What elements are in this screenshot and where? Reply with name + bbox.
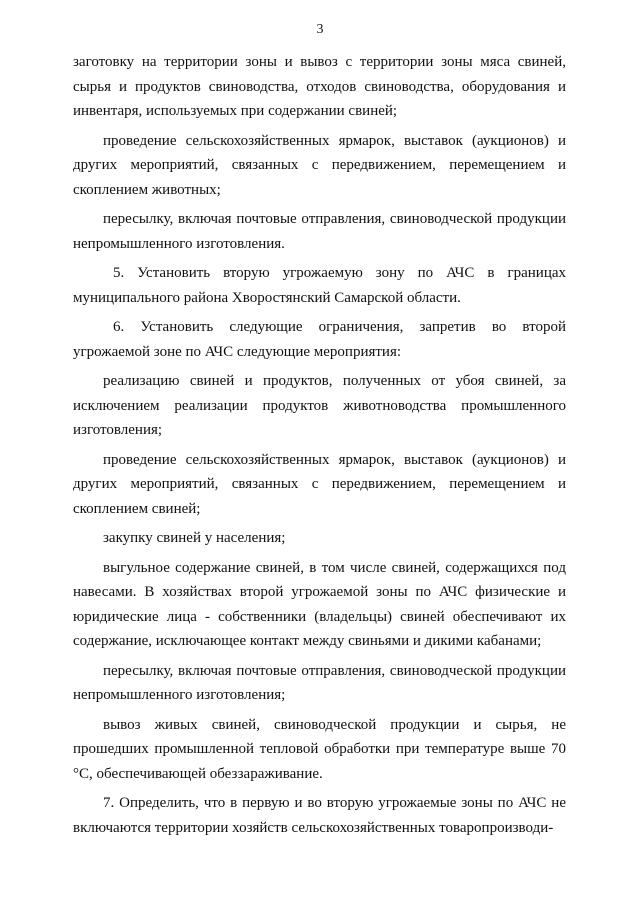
paragraph-purchase-ban: закупку свиней у населения; — [103, 530, 286, 547]
document-body — [73, 50, 566, 845]
paragraph-sale-ban: реализацию свиней и продуктов, полученных от убоя свиней, за исключением реализации продуктов животноводства промышленного изготовления; — [73, 373, 566, 439]
paragraph-fairs-animals-ban: проведение сельскохозяйственных ярмарок, выставок (аукционов) и других мероприятий, связанных с передвижением, перемещением и скоплением животных; — [73, 132, 566, 198]
paragraph-mail-ban-2: пересылку, включая почтовые отправления, свиноводческой продукции непромышленного изготовления; — [73, 662, 566, 704]
paragraph-item-6: 6. Установить следующие ограничения, запретив во второй угрожаемой зоне по АЧС следующие мероприятия: — [73, 319, 566, 360]
paragraph-export-ban: вывоз живых свиней, свиноводческой продукции и сырья, не прошедших промышленной тепловой обработки при температуре выше 70 °С, обеспечивающей обеззараживание. — [73, 716, 566, 782]
page-number: 3 — [316, 22, 324, 37]
paragraph-fairs-pigs-ban: проведение сельскохозяйственных ярмарок, выставок (аукционов) и других мероприятий, связанных с передвижением, перемещением и скоплением свиней; — [73, 451, 566, 517]
paragraph-item-5: 5. Установить вторую угрожаемую зону по АЧС в границах муниципального района Хворостянский Самарской области. — [73, 265, 566, 306]
paragraph-free-range-ban: выгульное содержание свиней, в том числе свиней, содержащихся под навесами. В хозяйствах второй угрожаемой зоны по АЧС физические и юридические лица - собственники (владельцы) свиней обеспечивают их содержание, исключающее контакт между свиньями и дикими кабанами; — [73, 559, 566, 650]
paragraph-mail-ban: пересылку, включая почтовые отправления, свиноводческой продукции непромышленного изготовления. — [73, 211, 566, 252]
paragraph-procurement-ban: заготовку на территории зоны и вывоз с территории зоны мяса свиней, сырья и продуктов свиноводства, отходов свиноводства, оборудования и инвентаря, используемых при содержании свиней; — [73, 54, 566, 120]
paragraph-item-7: 7. Определить, что в первую и во вторую угрожаемые зоны по АЧС не включаются территории хозяйств сельскохозяйственных товаропроизводи- — [73, 795, 566, 836]
